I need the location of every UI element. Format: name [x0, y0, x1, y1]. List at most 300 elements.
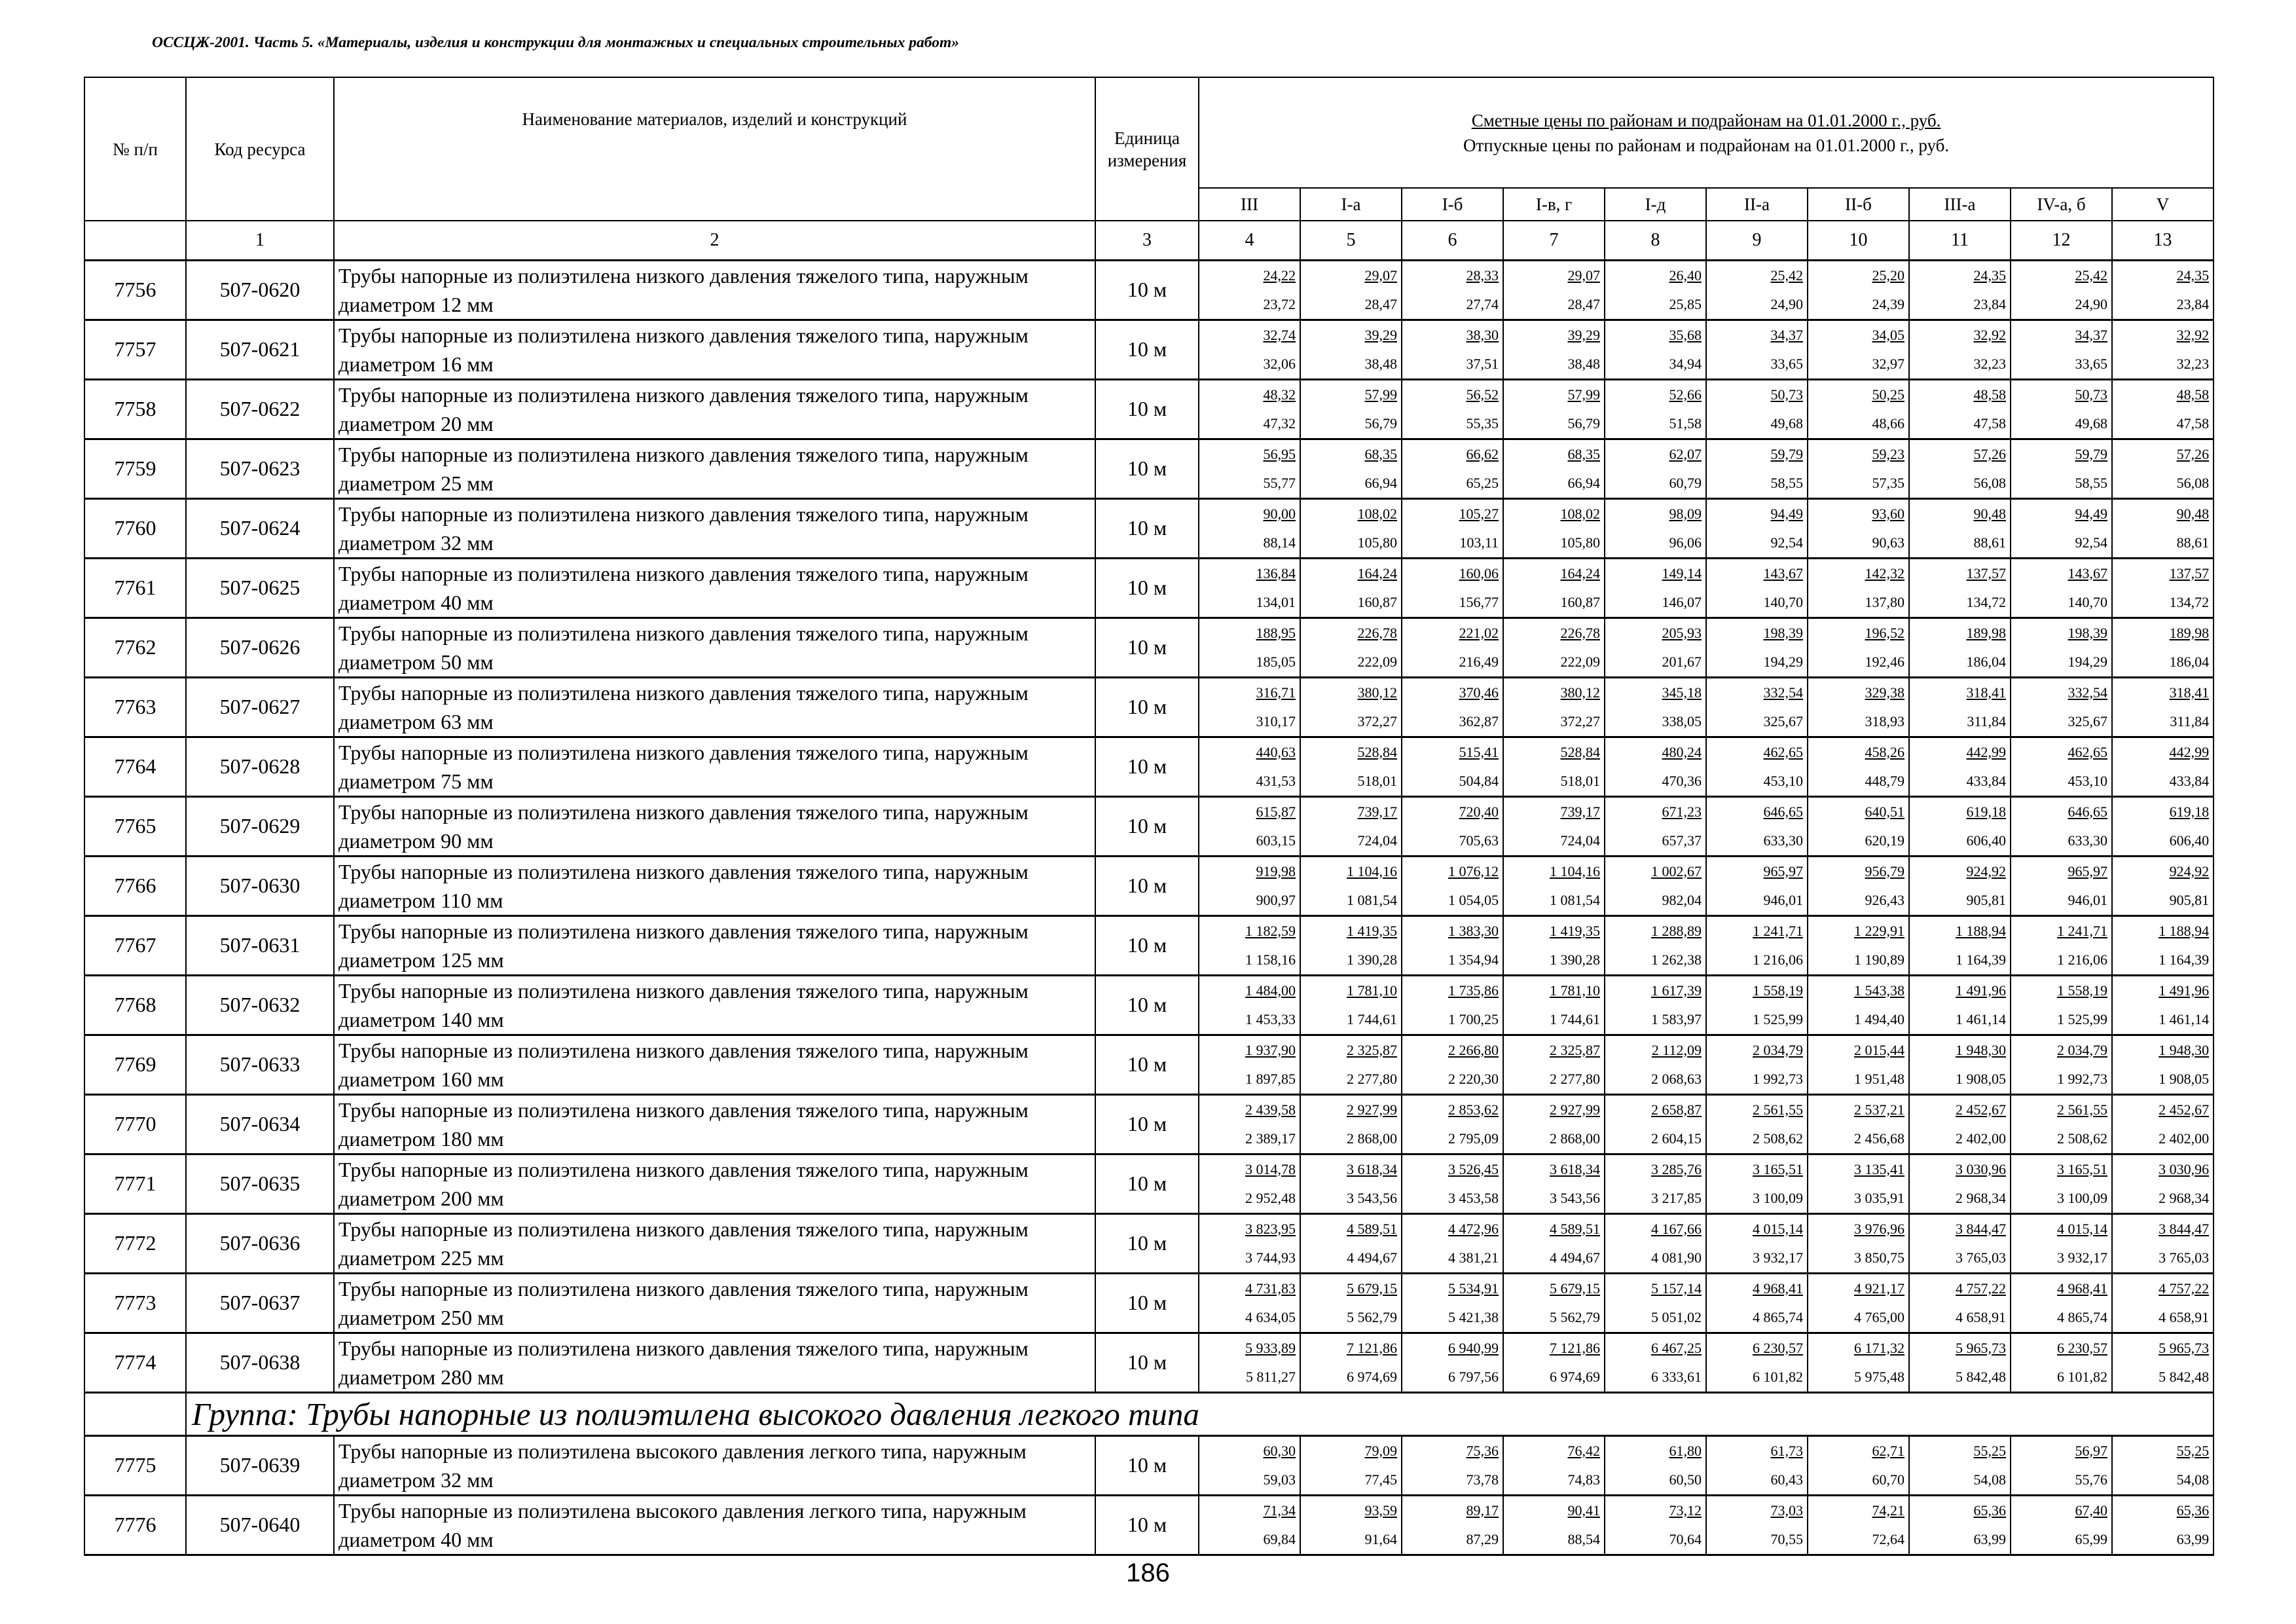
- region-header: II-б: [1808, 188, 1909, 221]
- release-price: 47,58: [1973, 415, 2006, 432]
- release-price: 453,10: [2068, 772, 2107, 789]
- release-price: 6 333,61: [1651, 1368, 1702, 1385]
- price-cell: [2112, 260, 2214, 320]
- release-price: 87,29: [1466, 1530, 1499, 1547]
- unit-of-measure: 10 м: [1095, 1213, 1199, 1273]
- release-price: 140,70: [1763, 593, 1803, 610]
- price-cell: [1808, 1154, 1909, 1213]
- price-cell: [1503, 915, 1605, 975]
- price-cell: [1605, 975, 1706, 1035]
- price-cell: [2011, 915, 2112, 975]
- release-price: 657,37: [1662, 832, 1702, 849]
- price-cell: [1300, 1154, 1402, 1213]
- estimated-price: 619,18: [1966, 803, 2006, 820]
- price-cell: [1808, 1273, 1909, 1333]
- price-cell: [1503, 856, 1605, 915]
- price-cell: [1199, 1154, 1300, 1213]
- price-cell: [2011, 618, 2112, 677]
- estimated-price: 3 526,45: [1448, 1160, 1499, 1177]
- price-cell: [1808, 1333, 1909, 1392]
- release-price: 3 035,91: [1854, 1189, 1904, 1206]
- price-cell: [1706, 975, 1808, 1035]
- estimated-price: 2 112,09: [1651, 1041, 1702, 1058]
- release-price: 222,09: [1560, 653, 1600, 670]
- estimated-price: 164,24: [1357, 564, 1397, 581]
- release-price: 77,45: [1364, 1471, 1397, 1488]
- estimated-price: 3 014,78: [1245, 1160, 1296, 1177]
- price-cell: [1605, 1213, 1706, 1273]
- price-cell: [1808, 856, 1909, 915]
- price-cell: [1300, 260, 1402, 320]
- release-price: 1 744,61: [1347, 1010, 1397, 1027]
- estimated-price: 34,37: [2075, 326, 2107, 343]
- release-price: 5 562,79: [1550, 1308, 1600, 1325]
- material-name: Трубы напорные из полиэтилена низкого давления тяжелого типа, наружным диаметром 25 мм: [334, 439, 1095, 498]
- release-price: 38,48: [1364, 355, 1397, 372]
- release-price: 66,94: [1567, 474, 1600, 491]
- estimated-price: 108,02: [1560, 505, 1600, 522]
- row-number: 7773: [84, 1273, 186, 1333]
- resource-code: 507-0638: [186, 1333, 334, 1392]
- release-price: 65,99: [2075, 1530, 2107, 1547]
- price-cell: [1909, 1333, 2011, 1392]
- estimated-price: 380,12: [1357, 684, 1397, 701]
- estimated-price: 5 157,14: [1651, 1280, 1702, 1297]
- table-row: [84, 856, 2214, 915]
- estimated-price: 3 618,34: [1550, 1160, 1600, 1177]
- estimated-price: 739,17: [1560, 803, 1600, 820]
- table-row: [84, 260, 2214, 320]
- release-price: 51,58: [1669, 415, 1702, 432]
- price-cell: [2112, 737, 2214, 796]
- estimated-price: 108,02: [1357, 505, 1397, 522]
- price-cell: [1605, 1495, 1706, 1555]
- release-price: 4 865,74: [1753, 1308, 1803, 1325]
- estimated-price: 1 735,86: [1448, 982, 1499, 999]
- release-price: 194,29: [1763, 653, 1803, 670]
- release-price: 28,47: [1364, 295, 1397, 312]
- estimated-price: 965,97: [1763, 862, 1803, 879]
- price-cell: [1706, 737, 1808, 796]
- estimated-price: 4 731,83: [1245, 1280, 1296, 1297]
- price-cell: [2112, 975, 2214, 1035]
- estimated-price: 62,07: [1669, 445, 1702, 462]
- price-cell: [1909, 618, 2011, 677]
- price-cell: [1503, 320, 1605, 379]
- estimated-price: 4 757,22: [1956, 1280, 2006, 1297]
- estimated-price: 2 537,21: [1854, 1101, 1904, 1118]
- table-row: [84, 320, 2214, 379]
- estimated-price: 5 965,73: [2159, 1339, 2210, 1356]
- price-cell: [1909, 1273, 2011, 1333]
- release-price: 24,90: [2075, 295, 2107, 312]
- estimated-price: 90,41: [1567, 1502, 1600, 1519]
- price-cell: [1199, 737, 1300, 796]
- price-cell: [1808, 1035, 1909, 1094]
- region-header: I-д: [1605, 188, 1706, 221]
- material-name: Трубы напорные из полиэтилена высокого давления легкого типа, наружным диаметром 40 мм: [334, 1495, 1095, 1555]
- estimated-price: 528,84: [1357, 743, 1397, 760]
- estimated-price: 89,17: [1466, 1502, 1499, 1519]
- col-header-name: Наименование материалов, изделий и конструкций: [334, 77, 1095, 221]
- release-price: 160,87: [1357, 593, 1397, 610]
- release-price: 59,03: [1263, 1471, 1296, 1488]
- row-number: 7761: [84, 558, 186, 618]
- price-cell: [1706, 1273, 1808, 1333]
- estimated-price: 1 104,16: [1347, 862, 1397, 879]
- estimated-price: 1 383,30: [1448, 922, 1499, 939]
- row-number: 7756: [84, 260, 186, 320]
- estimated-price: 74,21: [1872, 1502, 1904, 1519]
- price-cell: [1808, 439, 1909, 498]
- release-price: 4 494,67: [1550, 1249, 1600, 1266]
- release-price: 1 054,05: [1448, 891, 1499, 908]
- estimated-price: 226,78: [1560, 624, 1600, 641]
- price-cell: [1706, 498, 1808, 558]
- release-price: 1 897,85: [1245, 1070, 1296, 1087]
- release-price: 3 850,75: [1854, 1249, 1904, 1266]
- release-price: 433,84: [1966, 772, 2006, 789]
- release-price: 58,55: [2075, 474, 2107, 491]
- release-price: 2 968,34: [2159, 1189, 2210, 1206]
- release-price: 23,84: [1973, 295, 2006, 312]
- price-cell: [1300, 915, 1402, 975]
- release-price: 32,06: [1263, 355, 1296, 372]
- release-price: 2 402,00: [1956, 1130, 2006, 1147]
- price-cell: [2011, 558, 2112, 618]
- table-row: [84, 1333, 2214, 1392]
- table-row: [84, 439, 2214, 498]
- release-price: 96,06: [1669, 534, 1702, 551]
- estimated-price: 2 561,55: [1753, 1101, 1803, 1118]
- row-number: 7757: [84, 320, 186, 379]
- resource-code: 507-0626: [186, 618, 334, 677]
- table-row: [84, 1094, 2214, 1154]
- release-price: 58,55: [1770, 474, 1803, 491]
- region-header: II-а: [1706, 188, 1808, 221]
- column-number: 2: [334, 221, 1095, 260]
- price-cell: [1402, 618, 1503, 677]
- price-cell: [1503, 1094, 1605, 1154]
- release-price: 92,54: [2075, 534, 2107, 551]
- price-cell: [1300, 618, 1402, 677]
- estimated-price: 329,38: [1865, 684, 1904, 701]
- release-price: 926,43: [1865, 891, 1904, 908]
- estimated-price: 316,71: [1256, 684, 1296, 701]
- estimated-price: 61,73: [1770, 1442, 1803, 1459]
- release-price: 72,64: [1872, 1530, 1904, 1547]
- price-cell: [1706, 1213, 1808, 1273]
- estimated-price: 2 439,58: [1245, 1101, 1296, 1118]
- release-price: 186,04: [2169, 653, 2210, 670]
- release-price: 3 453,58: [1448, 1189, 1499, 1206]
- release-price: 186,04: [1966, 653, 2006, 670]
- table-row: [84, 1213, 2214, 1273]
- material-name: Трубы напорные из полиэтилена низкого давления тяжелого типа, наружным диаметром 140 мм: [334, 975, 1095, 1035]
- release-price: 2 795,09: [1448, 1130, 1499, 1147]
- price-cell: [1300, 1035, 1402, 1094]
- price-cell: [1503, 498, 1605, 558]
- estimated-price: 1 781,10: [1550, 982, 1600, 999]
- estimated-price: 646,65: [1763, 803, 1803, 820]
- table-row: [84, 1273, 2214, 1333]
- estimated-price: 3 165,51: [2057, 1160, 2107, 1177]
- price-cell: [1503, 1154, 1605, 1213]
- price-cell: [1402, 915, 1503, 975]
- price-cell: [2112, 1435, 2214, 1495]
- estimated-price: 671,23: [1662, 803, 1702, 820]
- price-cell: [2011, 1495, 2112, 1555]
- estimated-price: 34,05: [1872, 326, 1904, 343]
- price-cell: [2011, 260, 2112, 320]
- estimated-price: 25,42: [2075, 267, 2107, 284]
- unit-of-measure: 10 м: [1095, 677, 1199, 737]
- price-cell: [1909, 975, 2011, 1035]
- price-cell: [1199, 379, 1300, 439]
- release-price: 47,58: [2176, 415, 2210, 432]
- table-row: [84, 558, 2214, 618]
- estimated-price: 2 452,67: [2159, 1101, 2210, 1118]
- estimated-price: 4 167,66: [1651, 1220, 1702, 1237]
- table-row: [84, 975, 2214, 1035]
- release-price: 310,17: [1256, 712, 1296, 729]
- price-cell: [1199, 1333, 1300, 1392]
- estimated-price: 2 658,87: [1651, 1101, 1702, 1118]
- price-cell: [2011, 498, 2112, 558]
- release-price: 2 508,62: [1753, 1130, 1803, 1147]
- unit-of-measure: 10 м: [1095, 915, 1199, 975]
- row-number: 7770: [84, 1094, 186, 1154]
- price-cell: [1909, 1495, 2011, 1555]
- column-number: 9: [1706, 221, 1808, 260]
- estimated-price: 1 558,19: [2057, 982, 2107, 999]
- estimated-price: 1 948,30: [1956, 1041, 2006, 1058]
- price-cell: [1199, 975, 1300, 1035]
- estimated-price: 76,42: [1567, 1442, 1600, 1459]
- price-cell: [2011, 1273, 2112, 1333]
- header-row-titles: [84, 77, 2214, 188]
- table-body: [84, 260, 2214, 1555]
- price-cell: [1909, 558, 2011, 618]
- region-header: III-а: [1909, 188, 2011, 221]
- estimated-price: 1 104,16: [1550, 862, 1600, 879]
- estimated-price: 205,93: [1662, 624, 1702, 641]
- resource-code: 507-0637: [186, 1273, 334, 1333]
- table-row: [84, 498, 2214, 558]
- estimated-price: 226,78: [1357, 624, 1397, 641]
- release-price: 33,65: [1770, 355, 1803, 372]
- estimated-price: 1 076,12: [1448, 862, 1499, 879]
- estimated-price: 93,60: [1872, 505, 1904, 522]
- row-number: 7759: [84, 439, 186, 498]
- price-cell: [2112, 796, 2214, 856]
- material-name: Трубы напорные из полиэтилена низкого давления тяжелого типа, наружным диаметром 250 мм: [334, 1273, 1095, 1333]
- price-cell: [1503, 1333, 1605, 1392]
- estimated-price: 7 121,86: [1347, 1339, 1397, 1356]
- estimated-price: 1 543,38: [1854, 982, 1904, 999]
- release-price: 47,32: [1263, 415, 1296, 432]
- estimated-price: 4 472,96: [1448, 1220, 1499, 1237]
- release-price: 140,70: [2068, 593, 2107, 610]
- release-price: 1 262,38: [1651, 951, 1702, 968]
- release-price: 372,27: [1560, 712, 1600, 729]
- release-price: 946,01: [2068, 891, 2107, 908]
- price-cell: [1808, 498, 1909, 558]
- price-cell: [2112, 1154, 2214, 1213]
- price-cell: [1199, 439, 1300, 498]
- estimated-price: 143,67: [1763, 564, 1803, 581]
- release-price: 73,78: [1466, 1471, 1499, 1488]
- material-name: Трубы напорные из полиэтилена низкого давления тяжелого типа, наружным диаметром 63 мм: [334, 677, 1095, 737]
- price-cell: [1402, 558, 1503, 618]
- region-header: IV-а, б: [2011, 188, 2112, 221]
- unit-of-measure: 10 м: [1095, 260, 1199, 320]
- estimated-price: 56,97: [2075, 1442, 2107, 1459]
- price-cell: [2112, 1213, 2214, 1273]
- estimated-price: 458,26: [1865, 743, 1904, 760]
- column-number: 13: [2112, 221, 2214, 260]
- estimated-price: 6 171,32: [1854, 1339, 1904, 1356]
- release-price: 37,51: [1466, 355, 1499, 372]
- release-price: 88,61: [2176, 534, 2210, 551]
- release-price: 1 583,97: [1651, 1010, 1702, 1027]
- estimated-price: 4 589,51: [1347, 1220, 1397, 1237]
- column-number: 1: [186, 221, 334, 260]
- price-cell: [1199, 558, 1300, 618]
- estimated-price: 1 491,96: [2159, 982, 2210, 999]
- price-cell: [1909, 677, 2011, 737]
- estimated-price: 462,65: [2068, 743, 2107, 760]
- release-price: 137,80: [1865, 593, 1904, 610]
- release-price: 1 390,28: [1347, 951, 1397, 968]
- column-number: 4: [1199, 221, 1300, 260]
- estimated-price: 1 002,67: [1651, 862, 1702, 879]
- estimated-price: 1 484,00: [1245, 982, 1296, 999]
- resource-code: 507-0620: [186, 260, 334, 320]
- group-spacer: [84, 1392, 186, 1435]
- release-price: 1 190,89: [1854, 951, 1904, 968]
- estimated-price: 160,06: [1459, 564, 1499, 581]
- release-price: 2 402,00: [2159, 1130, 2210, 1147]
- unit-of-measure: 10 м: [1095, 498, 1199, 558]
- release-price: 192,46: [1865, 653, 1904, 670]
- resource-code: 507-0640: [186, 1495, 334, 1555]
- release-price: 65,25: [1466, 474, 1499, 491]
- row-number: 7775: [84, 1435, 186, 1495]
- row-number: 7771: [84, 1154, 186, 1213]
- price-cell: [1605, 1273, 1706, 1333]
- release-price: 1 390,28: [1550, 951, 1600, 968]
- price-cell: [1503, 439, 1605, 498]
- estimated-price: 1 182,59: [1245, 922, 1296, 939]
- estimated-price: 71,34: [1263, 1502, 1296, 1519]
- price-cell: [1909, 439, 2011, 498]
- estimated-price: 24,35: [1973, 267, 2006, 284]
- release-price: 88,14: [1263, 534, 1296, 551]
- material-name: Трубы напорные из полиэтилена низкого давления тяжелого типа, наружным диаметром 90 мм: [334, 796, 1095, 856]
- release-price: 56,79: [1567, 415, 1600, 432]
- estimated-price: 4 015,14: [1753, 1220, 1803, 1237]
- price-cell: [1909, 856, 2011, 915]
- price-cell: [1300, 558, 1402, 618]
- release-price: 27,74: [1466, 295, 1499, 312]
- estimated-price: 24,22: [1263, 267, 1296, 284]
- estimated-price: 2 015,44: [1854, 1041, 1904, 1058]
- price-cell: [2011, 796, 2112, 856]
- row-number: 7764: [84, 737, 186, 796]
- release-price: 905,81: [2169, 891, 2210, 908]
- estimated-price: 26,40: [1669, 267, 1702, 284]
- price-cell: [2112, 677, 2214, 737]
- release-price: 311,84: [2170, 712, 2210, 729]
- price-cell: [2011, 1154, 2112, 1213]
- price-cell: [1706, 1154, 1808, 1213]
- price-cell: [1605, 260, 1706, 320]
- release-price: 32,97: [1872, 355, 1904, 372]
- release-price: 5 562,79: [1347, 1308, 1397, 1325]
- material-name: Трубы напорные из полиэтилена низкого давления тяжелого типа, наружным диаметром 180 мм: [334, 1094, 1095, 1154]
- unit-of-measure: 10 м: [1095, 1273, 1199, 1333]
- price-cell: [1706, 1435, 1808, 1495]
- price-cell: [1300, 856, 1402, 915]
- estimated-price: 67,40: [2075, 1502, 2107, 1519]
- price-cell: [1909, 320, 2011, 379]
- release-price: 724,04: [1357, 832, 1397, 849]
- estimated-price: 65,36: [2176, 1502, 2210, 1519]
- price-cell: [1706, 856, 1808, 915]
- estimated-price: 4 589,51: [1550, 1220, 1600, 1237]
- price-cell: [1300, 1094, 1402, 1154]
- price-cell: [1808, 1495, 1909, 1555]
- resource-code: 507-0623: [186, 439, 334, 498]
- price-cell: [1808, 379, 1909, 439]
- column-number: 12: [2011, 221, 2112, 260]
- price-cell: [1300, 796, 1402, 856]
- price-cell: [2112, 498, 2214, 558]
- estimated-price: 370,46: [1459, 684, 1499, 701]
- estimated-price: 50,73: [2075, 386, 2107, 403]
- release-price: 2 952,48: [1245, 1189, 1296, 1206]
- release-price: 1 951,48: [1854, 1070, 1904, 1087]
- price-cell: [1402, 379, 1503, 439]
- material-name: Трубы напорные из полиэтилена низкого давления тяжелого типа, наружным диаметром 160 мм: [334, 1035, 1095, 1094]
- material-name: Трубы напорные из полиэтилена низкого давления тяжелого типа, наружным диаметром 280 мм: [334, 1333, 1095, 1392]
- release-price: 4 634,05: [1245, 1308, 1296, 1325]
- row-number: 7774: [84, 1333, 186, 1392]
- estimated-price: 1 491,96: [1956, 982, 2006, 999]
- release-price: 3 217,85: [1651, 1189, 1702, 1206]
- estimated-price: 462,65: [1763, 743, 1803, 760]
- resource-code: 507-0625: [186, 558, 334, 618]
- release-price: 470,36: [1662, 772, 1702, 789]
- region-header: I-б: [1402, 188, 1503, 221]
- price-cell: [1605, 498, 1706, 558]
- release-price: 2 220,30: [1448, 1070, 1499, 1087]
- price-cell: [1503, 975, 1605, 1035]
- price-cell: [1503, 1213, 1605, 1273]
- estimated-price: 4 968,41: [1753, 1280, 1803, 1297]
- release-price: 1 992,73: [2057, 1070, 2107, 1087]
- release-price: 431,53: [1256, 772, 1296, 789]
- price-cell: [1706, 677, 1808, 737]
- resource-code: 507-0628: [186, 737, 334, 796]
- estimated-price: 3 030,96: [2159, 1160, 2210, 1177]
- release-price: 3 543,56: [1347, 1189, 1397, 1206]
- estimated-price: 739,17: [1357, 803, 1397, 820]
- unit-of-measure: 10 м: [1095, 796, 1199, 856]
- price-cell: [1605, 856, 1706, 915]
- price-cell: [2011, 677, 2112, 737]
